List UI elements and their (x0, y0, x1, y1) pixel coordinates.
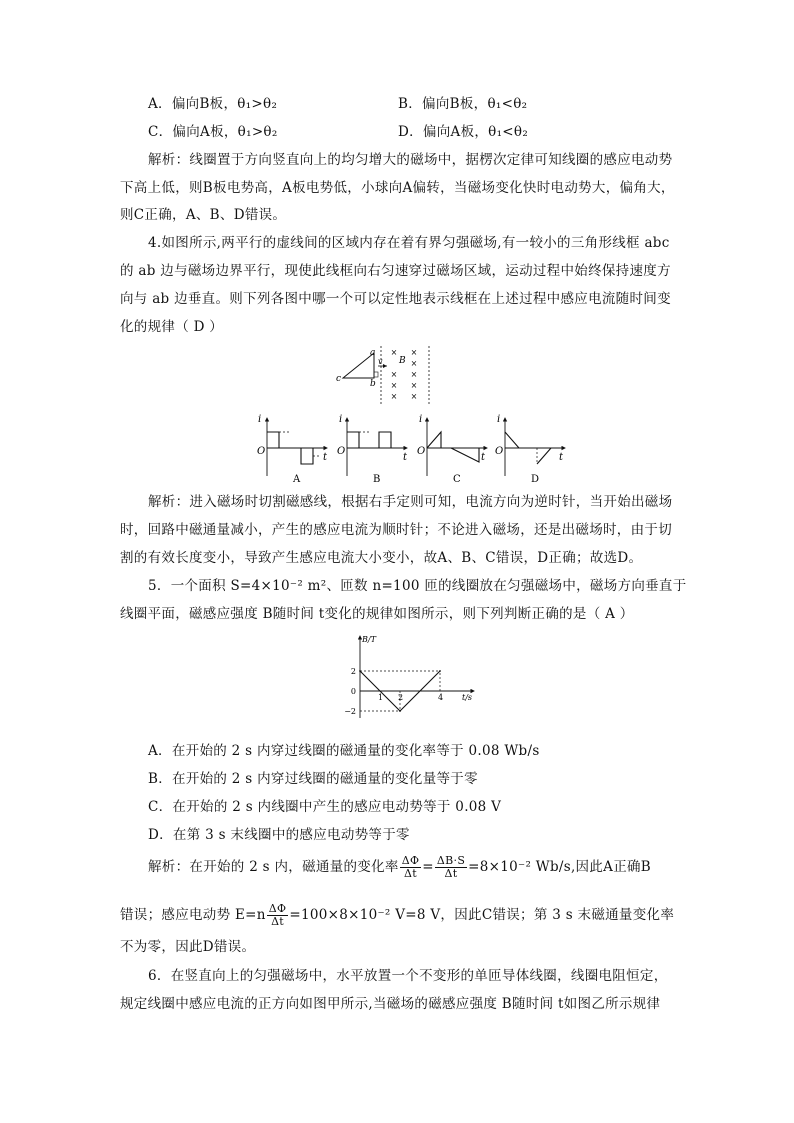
x-axis-label: t/s (462, 693, 473, 702)
y-tick-label: 0 (350, 687, 356, 696)
axis-t: t (559, 452, 564, 463)
fraction-denominator: Δt (404, 867, 417, 880)
analysis-line (148, 855, 651, 880)
label-field-b: B (399, 356, 406, 366)
question-stem: 化的规律（ D ） (120, 319, 224, 335)
question-stem: 4.如图所示,两平行的虚线间的区域内存在着有界匀强磁场,有一较小的三角形线框 abc (148, 235, 670, 251)
axis-t: t (481, 452, 486, 463)
label-v: v (378, 357, 383, 366)
axis-i: i (419, 414, 423, 425)
label-b: b (370, 379, 376, 389)
x-tick-label: 1 (378, 693, 384, 702)
axis-t: t (403, 452, 408, 463)
y-axis-label: B/T (362, 635, 376, 644)
fraction-numerator: ΔΦ (401, 854, 420, 867)
data-point (439, 670, 441, 672)
origin-o: O (257, 446, 266, 457)
question-stem: 规定线圈中感应电流的正方向如图甲所示,当磁场的磁感应强度 B随时间 t如图乙所示规律 (120, 996, 661, 1012)
field-cross: × (390, 348, 398, 357)
x-tick-label: 4 (438, 693, 444, 702)
field-cross: × (410, 348, 418, 357)
axis-i: i (497, 414, 501, 425)
field-cross: × (390, 392, 398, 401)
field-cross: × (410, 392, 418, 401)
fraction (400, 855, 422, 880)
graph-label-a: A (293, 474, 301, 485)
field-cross: × (410, 370, 418, 379)
field-cross: × (410, 381, 418, 390)
graph-d (495, 414, 565, 485)
option-b: B．在开始的 2 s 内穿过线圈的磁通量的变化量等于零 (148, 771, 478, 787)
origin-o: O (337, 446, 346, 457)
question-stem: 的 ab 边与磁场边界平行，现使此线框向右匀速穿过磁场区域，运动过程中始终保持速度方 (120, 263, 671, 279)
equals-sign: = (422, 859, 434, 875)
graph-label-c: C (453, 474, 461, 485)
option-d: D．在第 3 s 末线圈中的感应电动势等于零 (148, 827, 410, 843)
question-stem: 向与 ab 边垂直。则下列各图中哪一个可以定性地表示线框在上述过程中感应电流随时间变 (120, 291, 671, 307)
origin-o: O (417, 446, 426, 457)
answer-graphs (255, 414, 575, 486)
option-c: C．在开始的 2 s 内线圈中产生的感应电动势等于 0.08 V (148, 799, 502, 815)
fraction (267, 903, 289, 928)
analysis-line: 解析：线圈置于方向竖直向上的均匀增大的磁场中，据楞次定律可知线圈的感应电动势 (148, 152, 673, 168)
question-stem: 6．在竖直向上的匀强磁场中，水平放置一个不变形的单匝导体线圈，线圈电阻恒定， (148, 968, 668, 984)
analysis-text: 解析：在开始的 2 s 内，磁通量的变化率 (148, 859, 399, 875)
option-a: A．在开始的 2 s 内穿过线圈的磁通量的变化率等于 0.08 Wb/s (148, 743, 540, 759)
option-d: D．偏向A板，θ₁<θ₂ (398, 124, 529, 140)
y-tick-label: 2 (350, 667, 356, 676)
fraction-denominator: Δt (444, 867, 458, 880)
graph-a (257, 414, 328, 485)
fraction-numerator: ΔΦ (268, 902, 287, 915)
label-c: c (336, 374, 342, 384)
question-stem: 5．一个面积 S=4×10⁻² m²、匝数 n=100 匝的线圈放在匀强磁场中，磁场方向垂直于 (148, 578, 687, 594)
axis-t: t (323, 452, 328, 463)
analysis-line: 解析：进入磁场时切割磁感线，根据右手定则可知，电流方向为逆时针，当开始出磁场 (148, 494, 673, 510)
b-t-chart (336, 632, 481, 722)
analysis-text: 错误；感应电动势 E=n (120, 907, 266, 923)
analysis-line: 割的有效长度变小，导致产生感应电流大小变小，故A、B、C错误，D正确；故选D。 (120, 550, 643, 566)
analysis-line: 下高上低，则B板电势高，A板电势低，小球向A偏转，当磁场变化快时电动势大，偏角大， (120, 180, 675, 196)
option-c: C．偏向A板，θ₁>θ₂ (148, 124, 278, 140)
triangle-frame-figure (330, 344, 440, 406)
graph-b (337, 414, 408, 485)
question-stem: 线圈平面，磁感应强度 B随时间 t变化的规律如图所示，则下列判断正确的是（ A ） (120, 606, 634, 622)
fraction-denominator: Δt (271, 915, 285, 928)
graph-c (417, 414, 487, 485)
x-tick-label: 2 (398, 693, 404, 702)
analysis-text: =8×10⁻² Wb/s,因此A正确B (468, 859, 652, 875)
fraction (435, 855, 467, 880)
axis-i: i (258, 414, 262, 425)
analysis-line: 则C正确，A、B、D错误。 (120, 207, 287, 223)
option-b: B．偏向B板，θ₁<θ₂ (398, 96, 528, 112)
graph-label-d: D (531, 474, 540, 485)
field-cross: × (410, 359, 418, 368)
analysis-text: =100×8×10⁻² V=8 V，因此C错误；第 3 s 末磁通量变化率 (289, 907, 675, 923)
axis-i: i (339, 414, 343, 425)
fraction-numerator: ΔB·S (436, 854, 466, 867)
data-point (399, 710, 401, 712)
graph-label-b: B (373, 474, 381, 485)
analysis-line: 不为零，因此D错误。 (120, 939, 256, 955)
data-point (359, 670, 361, 672)
analysis-line: 时，回路中磁通量减小，产生的感应电流为顺时针；不论进入磁场，还是出磁场时，由于切 (120, 522, 672, 538)
label-a: a (370, 348, 376, 358)
option-a: A．偏向B板，θ₁>θ₂ (148, 96, 278, 112)
field-cross: × (390, 370, 398, 379)
origin-o: O (495, 446, 504, 457)
analysis-line (120, 903, 674, 928)
y-tick-label: −2 (344, 707, 356, 716)
field-cross: × (390, 381, 398, 390)
